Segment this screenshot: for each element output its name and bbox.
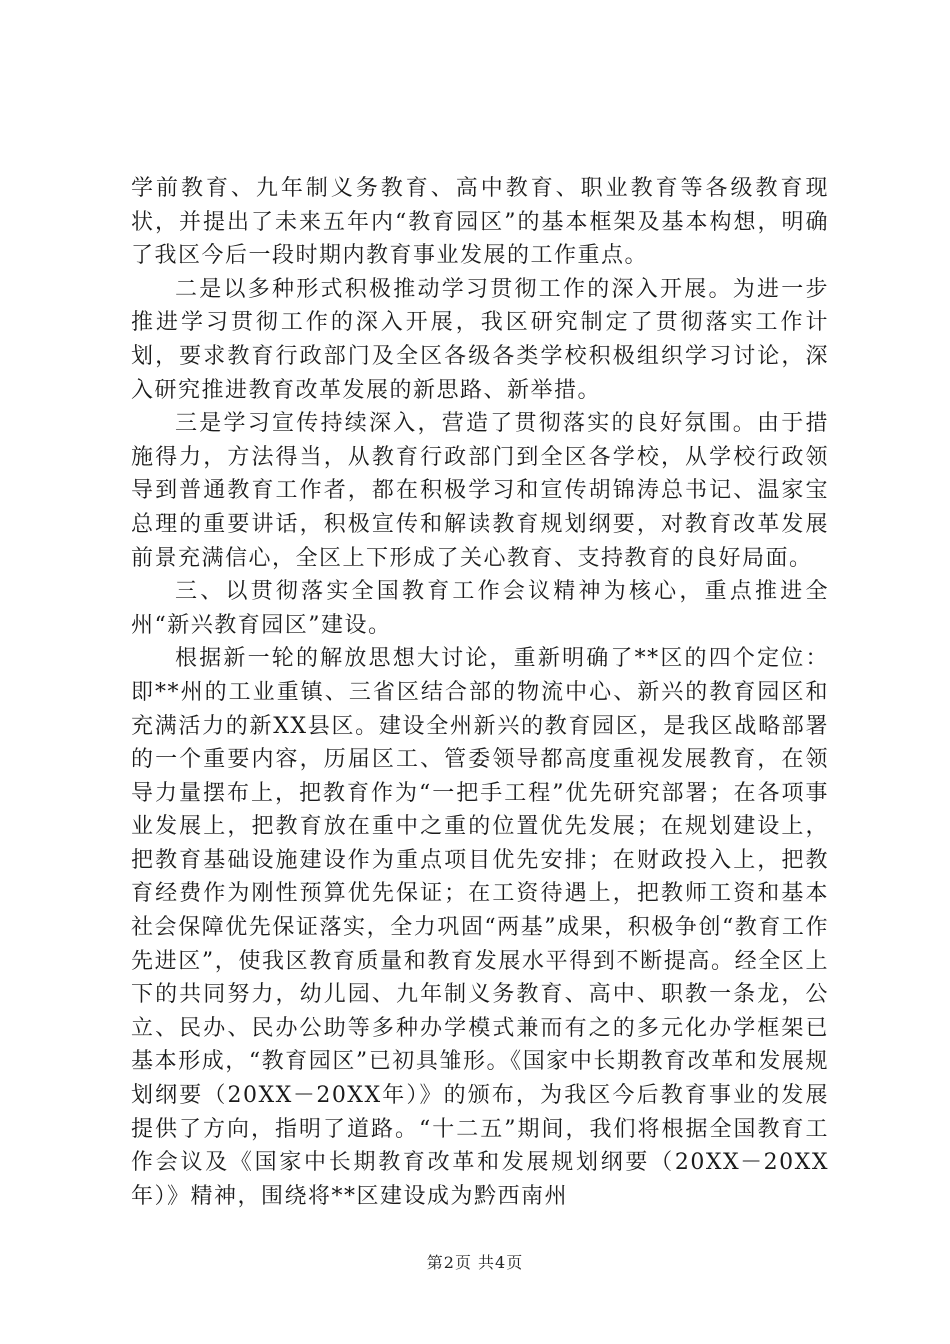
paragraph-education-park: 根据新一轮的解放思想大讨论，重新明确了**区的四个定位：即**州的工业重镇、三省区结合部的物流中心、新兴的教育园区和充满活力的新XX县区。建设全州新兴的教育园区，是我区战略部署的一个重要内容，历届区工、管委领导都高度重视发展教育，在领导力量摆布上，把教育作为“一把手工程”优先研究部署；在各项事业发展上，把教育放在重中之重的位置优先发展；在规划建设上，把教育基础设施建设作为重点项目优先安排；在财政投入上，把教育经费作为刚性预算优先保证；在工资待遇上，把教师工资和基本社会保障优先保证落实，全力巩固“两基”成果，积极争创“教育工作先进区”，使我区教育质量和教育发展水平得到不断提高。经全区上下的共同努力，幼儿园、九年制义务教育、高中、职教一条龙，公立、民办、民办公助等多种办学模式兼而有之的多元化办学框架已基本形成，“教育园区”已初具雏形。《国家中长期教育改革和发展规划纲要（20XX－20XX年）》的颁布，为我区今后教育事业的发展提供了方向，指明了道路。“十二五”期间，我们将根据全国教育工作会议及《国家中长期教育改革和发展规划纲要（20XX－20XX年）》精神，围绕将**区建设成为黔西南州	[131, 646, 829, 1209]
page-footer: 第2页 共4页	[426, 1253, 524, 1272]
document-body	[131, 172, 829, 1213]
paragraph-publicity: 三是学习宣传持续深入，营造了贯彻落实的良好氛围。由于措施得力，方法得当，从教育行政部门到全区各学校，从学校行政领导到普通教育工作者，都在积极学习和宣传胡锦涛总书记、温家宝总理的重要讲话，积极宣传和解读教育规划纲要，对教育改革发展前景充满信心，全区上下形成了关心教育、支持教育的良好局面。	[131, 411, 829, 571]
section-heading-three: 三、以贯彻落实全国教育工作会议精神为核心，重点推进全州“新兴教育园区”建设。	[131, 579, 829, 638]
paragraph-study-implementation: 二是以多种形式积极推动学习贯彻工作的深入开展。为进一步推进学习贯彻工作的深入开展，我区研究制定了贯彻落实工作计划，要求教育行政部门及全区各级各类学校积极组织学习讨论，深入研究推进教育改革发展的新思路、新举措。	[131, 276, 829, 403]
paragraph-continuation: 学前教育、九年制义务教育、高中教育、职业教育等各级教育现状，并提出了未来五年内“教育园区”的基本框架及基本构想，明确了我区今后一段时期内教育事业发展的工作重点。	[131, 176, 829, 269]
